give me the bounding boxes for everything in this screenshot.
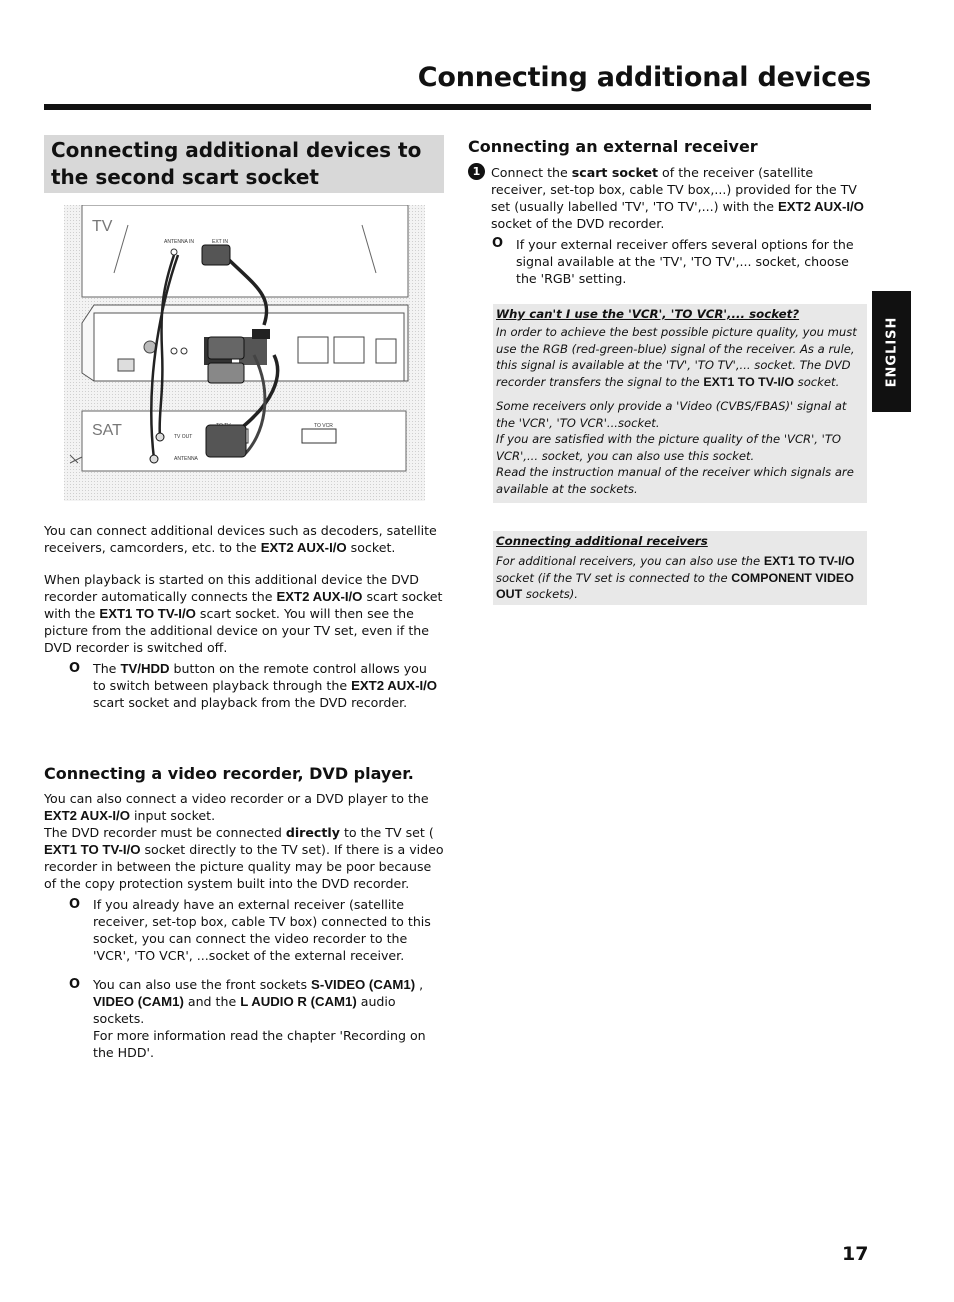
section-heading: Connecting additional devices to the second scart socket [51,138,422,189]
front-text-2: , [415,977,424,992]
to-vcr-label: TO VCR [314,423,333,429]
direct-text-3: socket directly to the TV set). If there is a video recorder in between the picture quality may be poor because of the copy protection system built into the DVD recorder. [44,842,444,891]
direct-socket-name: EXT1 TO TV-I/O [44,842,141,857]
note-box-vcr [493,304,867,503]
tvhdd-text-2: button on the remote control allows you to switch between playback through the [93,661,427,693]
external-receiver-heading: Connecting an external receiver [468,137,758,156]
language-tab [872,291,911,412]
step-text: Connect the [491,165,572,180]
note-vcr-text-2: socket. [793,374,840,389]
rgb-bullet: If your external receiver offers several options for the signal available at the 'TV', 'TO TV',... socket, choose the 'RGB' setting. [516,237,854,286]
intro-paragraph [44,522,444,556]
tv-label: TV [92,218,113,235]
playback-text: When playback is started on this additional device the DVD recorder automatically connects the [44,572,419,604]
note-vcr-p3: If you are satisfied with the picture quality of the 'VCR', 'TO VCR',... socket, you can also use this socket. [496,432,842,463]
note-rec-socket: EXT1 TO TV-I/O [763,554,855,568]
note-vcr-p2: Some receivers only provide a 'Video (CVBS/FBAS)' signal at the 'VCR', 'TO VCR'...socket. [496,399,847,430]
note-title-vcr: Why can't I use the 'VCR', 'TO VCR',... socket? [496,307,800,321]
note-box-receivers [493,531,867,605]
direct-text: The DVD recorder must be connected [44,825,286,840]
page-title: Connecting additional devices [417,62,871,93]
sat-label: SAT [92,422,122,439]
video-socket-name: VIDEO (CAM1) [93,994,184,1009]
tvhdd-bullet [93,660,443,711]
tvhdd-text-3: scart socket and playback from the DVD recorder. [93,695,408,710]
antenna-in-label: ANTENNA IN [164,239,195,245]
title-rule [44,104,871,110]
connection-diagram [64,205,425,501]
tv-out-label: TV OUT [174,434,193,440]
step-1-text [491,164,866,232]
vcr-socket-name: EXT2 AUX-I/O [44,808,130,823]
playback-text-2: scart socket with the [44,589,443,621]
playback-socket-2: EXT1 TO TV-I/O [99,606,196,621]
direct-emphasis: directly [285,825,340,840]
bullet-marker: O [492,236,504,251]
step-number-badge: 1 [468,163,485,180]
note-rec-text-2: socket (if the TV set is connected to the [496,570,732,585]
note-rec-text-3: sockets). [522,587,578,601]
video-recorder-heading: Connecting a video recorder, DVD player. [44,764,414,783]
tvhdd-socket-name: EXT2 AUX-I/O [351,678,438,693]
note-rec-component: COMPONENT VIDEO OUT [496,570,854,601]
step-emphasis: scart socket [571,165,659,180]
step-socket-name: EXT2 AUX-I/O [777,199,864,214]
tvhdd-text: The [93,661,121,676]
bullet-marker: O [69,977,81,992]
dvd-recorder [82,305,408,381]
note-title-receivers: Connecting additional receivers [496,534,708,548]
playback-text-3: scart socket. You will then see the picture from the additional device on your TV set, even if the DVD recorder is switched off. [44,606,430,655]
audio-socket-name: L AUDIO R (CAM1) [240,994,357,1009]
direct-text-2: to the TV set ( [339,825,434,840]
page-number: 17 [842,1243,869,1265]
tvhdd-button-name: TV/HDD [120,661,170,676]
front-text-4: audio sockets. [93,994,396,1026]
front-text: You can also use the front sockets [93,977,312,992]
playback-socket-1: EXT2 AUX-I/O [276,589,363,604]
note-receivers-text [496,553,868,603]
note-vcr-text: In order to achieve the best possible picture quality, you must use the RGB (red-green-blue) signal of the receiver. As a rule, this signal is available at the 'TV', 'TO TV',... socket. The DVD recorder transfers the signal to the [496,325,857,389]
vcr-paragraph [44,790,444,892]
section-heading-box [44,135,444,193]
front-sockets-bullet [93,976,443,1061]
more-info-text: For more information read the chapter 'Recording on the HDD'. [93,1028,426,1060]
external-receiver-bullet: If you already have an external receiver (satellite receiver, set-top box, cable TV box) connected to this socket, you can connect the video recorder to the 'VCR', 'TO VCR', ...socket of the external receiver. [93,897,431,963]
svideo-socket-name: S-VIDEO (CAM1) [311,977,416,992]
language-label: ENGLISH [884,316,899,387]
note-vcr-p1 [496,324,868,390]
sat-antenna-label: ANTENNA [174,456,198,462]
intro-text-end: socket. [346,540,396,555]
bullet-marker: O [69,661,81,676]
playback-paragraph [44,571,444,656]
note-vcr-socket: EXT1 TO TV-I/O [703,374,794,389]
bullet-marker: O [69,897,81,912]
ext-in-label: EXT IN [212,239,229,245]
intro-text: You can connect additional devices such as decoders, satellite receivers, camcorders, etc. to the [44,523,437,555]
vcr-text-2: input socket. [129,808,216,823]
front-text-3: and the [183,994,241,1009]
tv-device [82,205,408,297]
note-rec-text: For additional receivers, you can also use the [496,554,764,568]
vcr-text: You can also connect a video recorder or a DVD player to the [44,791,429,806]
step-text-3: socket of the DVD recorder. [491,216,665,231]
note-vcr-p4: Read the instruction manual of the receiver which signals are available at the sockets. [496,465,854,496]
intro-socket-name: EXT2 AUX-I/O [260,540,347,555]
step-text-2: of the receiver (satellite receiver, set-top box, cable TV box,...) provided for the TV set (usually labelled 'TV', 'TO TV',...) with the [491,165,857,214]
